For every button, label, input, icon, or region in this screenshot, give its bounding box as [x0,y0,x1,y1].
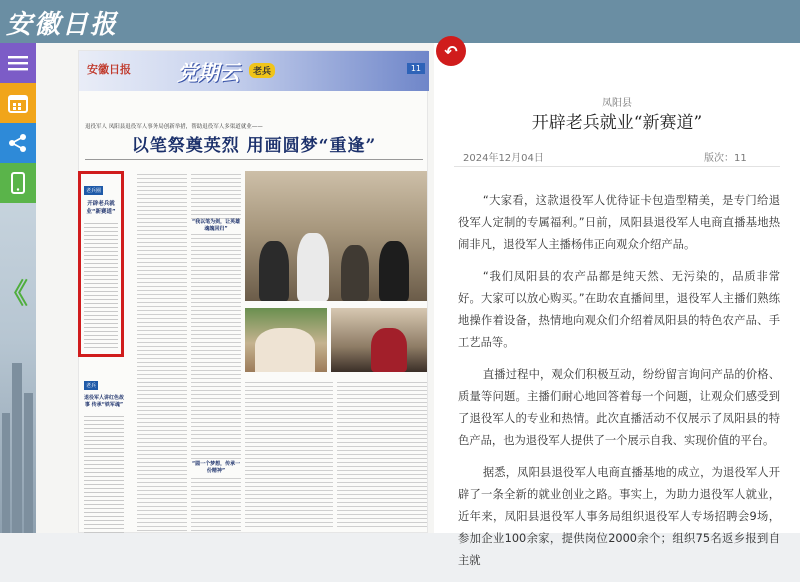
article-body [458,190,780,582]
back-button[interactable] [436,36,466,66]
article-paragraph: 直播过程中，观众们积极互动，纷纷留言询问产品的价格、质量等问题。主播们耐心地回答着每一个问题，让观众们感受到了退役军人的专业和热情。此次直播活动不仅展示了凤阳县的特色产品，也为退役军人提供了一个展示自我、实现价值的平台。 [458,368,780,447]
calendar-icon [8,93,28,113]
main-story-column-1[interactable] [137,171,187,531]
headline-rule [85,159,423,160]
masthead-brand: 安徽日报 [87,63,131,76]
article-paragraph: “我们凤阳县的农产品都是纯天然、无污染的，品质非常好。大家可以放心购买。”在助农直播间里，退役军人主播们熟练地操作着设备，热情地向观众们介绍着凤阳县的特色农产品、手工艺品等。 [458,270,780,349]
column-subtitle: 老兵 [249,63,275,78]
pull-quote-3: “圆一个梦想，传承一份精神” [191,461,241,474]
article-section: 凤阳县 [602,98,632,109]
story2-text-lines [84,413,124,533]
article-paragraph: “大家看，这款退役军人优待证卡包造型精美，是专门给退役军人定制的专属福利。”日前，凤阳县退役军人电商直播基地热闹非凡，退役军人主播杨伟正向观众介绍产品。 [458,194,780,251]
photo-portrait-drawing[interactable] [331,308,427,372]
back-arrow-icon: ↶ [444,41,458,61]
share-button[interactable] [0,123,36,163]
top-banner [0,0,800,43]
story-text-lines [84,220,118,350]
main-story-column-4[interactable] [337,379,427,529]
menu-button[interactable] [0,43,36,83]
second-story-box[interactable] [81,369,127,539]
page-headline[interactable]: 以笔祭奠英烈 用画圆梦“重逢” [131,136,377,156]
column-name: 党期云 [177,61,240,85]
newspaper-viewer [36,43,434,533]
page-number: 11 [407,63,425,74]
mobile-button[interactable] [0,163,36,203]
photo-village-mural[interactable] [245,308,327,372]
page-masthead [79,51,429,91]
pull-quote-1: “我以笔为剑，让英雄魂魄回归” [191,219,241,232]
site-logo[interactable]: 安徽日报 [6,10,119,40]
article-date: 2024年12月04日 [463,153,544,164]
story-tag: 老兵圈 [86,188,102,194]
selected-story-box[interactable] [78,171,124,357]
mobile-icon [11,172,25,194]
story2-title: 退役军人讲红色故事 传承“铁军魂” [84,395,125,408]
headline-kicker: 退役军人 凤阳县退役军人事务局创新举措，帮助退役军人多渠道就业—— [85,124,263,130]
collapse-toolbar-icon[interactable]: 《 [0,277,29,310]
title-divider [454,166,780,167]
main-story-column-3[interactable] [245,379,333,529]
newspaper-page [78,50,428,533]
photo-painting-class[interactable] [245,171,427,301]
share-icon [8,133,28,153]
calendar-button[interactable] [0,83,36,123]
story2-tag: 老兵 [86,383,97,389]
story-title: 开辟老兵就业“新赛道” [86,201,116,215]
article-edition: 版次：11 [704,153,747,164]
menu-icon [8,55,28,71]
article-title: 开辟老兵就业“新赛道” [531,113,703,133]
article-paragraph: 据悉，凤阳县退役军人电商直播基地的成立，为退役军人开辟了一条全新的就业创业之路。事实上，为助力退役军人就业，近年来，凤阳县退役军人事务局组织退役军人专场招聘会9场，参加企业100余家，提供岗位2000余个；组织75名返乡报到自主就 [458,466,780,567]
